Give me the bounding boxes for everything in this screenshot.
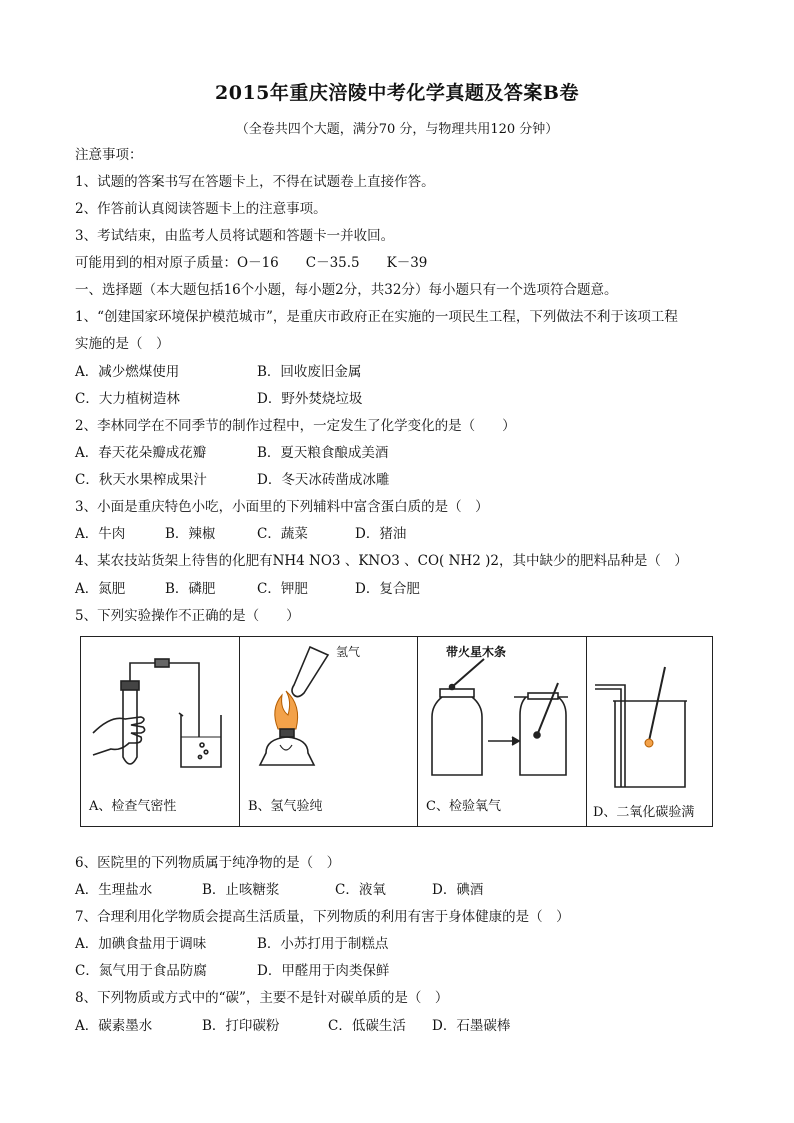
q4-option-b: B．磷肥	[165, 581, 216, 597]
question-8-stem: 8、下列物质或方式中的“碳”，主要不是针对碳单质的是（ ）	[75, 990, 449, 1006]
question-2-stem: 2、李林同学在不同季节的制作过程中，一定发生了化学变化的是（ ）	[75, 418, 516, 434]
atomic-mass-line: 可能用到的相对原子质量：O－16 C－35.5 K－39	[75, 255, 428, 271]
figure-b-caption: B、氢气验纯	[248, 799, 323, 814]
question-7-stem: 7、合理利用化学物质会提高生活质量，下列物质的利用有害于身体健康的是（ ）	[75, 909, 570, 925]
question-1-stem: 1、“创建国家环境保护模范城市”，是重庆市政府正在实施的一项民生工程，下列做法不利于该项工程	[75, 309, 678, 325]
q6-option-a: A．生理盐水	[75, 882, 153, 898]
question-6-stem: 6、医院里的下列物质属于纯净物的是（ ）	[75, 855, 341, 871]
page-subtitle: （全卷共四个大题，满分70 分，与物理共用120 分钟）	[235, 122, 559, 137]
q7-option-c: C．氮气用于食品防腐	[75, 963, 207, 979]
q6-option-c: C．液氧	[335, 882, 386, 898]
q1-option-a: A．减少燃煤使用	[75, 364, 180, 380]
figure-a-caption: A、检查气密性	[89, 799, 177, 814]
note-item: 3、考试结束，由监考人员将试题和答题卡一并收回。	[75, 228, 395, 244]
q3-option-b: B．辣椒	[165, 526, 216, 542]
note-item: 2、作答前认真阅读答题卡上的注意事项。	[75, 201, 327, 217]
q8-option-d: D．石墨碳棒	[432, 1018, 511, 1034]
q7-option-b: B．小苏打用于制糕点	[257, 936, 389, 952]
q2-option-a: A．春天花朵瓣成花瓣	[75, 445, 207, 461]
q8-option-b: B．打印碳粉	[202, 1018, 280, 1034]
question-5-stem: 5、下列实验操作不正确的是（ ）	[75, 608, 300, 624]
experiment-figure-table	[80, 636, 713, 827]
section-heading: 一、选择题（本大题包括16个小题，每小题2分，共32分）每小题只有一个选项符合题意。	[75, 282, 618, 298]
figure-c-caption: C、检验氧气	[426, 799, 501, 814]
q3-option-c: C．蔬菜	[257, 526, 308, 542]
q7-option-a: A．加碘食盐用于调味	[75, 936, 207, 952]
co2-test-figure	[587, 637, 713, 826]
question-3-stem: 3、小面是重庆特色小吃，小面里的下列辅料中富含蛋白质的是（ ）	[75, 499, 489, 515]
splint-label: 带火星木条	[446, 645, 507, 659]
figure-b-cell	[240, 637, 418, 826]
q1-option-b: B．回收废旧金属	[257, 364, 362, 380]
q1-option-c: C．大力植树造林	[75, 391, 180, 407]
figure-a-cell	[81, 637, 240, 826]
q2-option-b: B．夏天粮食酿成美酒	[257, 445, 389, 461]
hydrogen-label: 氢气	[336, 645, 361, 659]
q4-option-d: D．复合肥	[355, 581, 420, 597]
question-4-stem: 4、某农技站货架上待售的化肥有NH4 NO3 、KNO3 、CO( NH2 )2，其中缺少的肥料品种是（ ）	[75, 553, 688, 569]
question-1-stem-cont: 实施的是（ ）	[75, 336, 170, 352]
q2-option-d: D．冬天冰砖凿成冰雕	[257, 472, 390, 488]
figure-d-caption: D、二氧化碳验满	[593, 805, 695, 820]
page-title: 2015年重庆涪陵中考化学真题及答案B卷	[215, 82, 579, 104]
q3-option-a: A．牛肉	[75, 526, 126, 542]
q4-option-a: A．氮肥	[75, 581, 126, 597]
q7-option-d: D．甲醛用于肉类保鲜	[257, 963, 390, 979]
q6-option-d: D．碘酒	[432, 882, 484, 898]
q8-option-c: C．低碳生活	[328, 1018, 406, 1034]
q1-option-d: D．野外焚烧垃圾	[257, 391, 363, 407]
q8-option-a: A．碳素墨水	[75, 1018, 153, 1034]
figure-d-cell	[587, 637, 714, 826]
q2-option-c: C．秋天水果榨成果汁	[75, 472, 207, 488]
q4-option-c: C．钾肥	[257, 581, 308, 597]
figure-c-cell	[418, 637, 587, 826]
q6-option-b: B．止咳糖浆	[202, 882, 280, 898]
note-item: 1、试题的答案书写在答题卡上，不得在试题卷上直接作答。	[75, 174, 435, 190]
q3-option-d: D．猪油	[355, 526, 407, 542]
notes-heading: 注意事项：	[75, 147, 143, 163]
